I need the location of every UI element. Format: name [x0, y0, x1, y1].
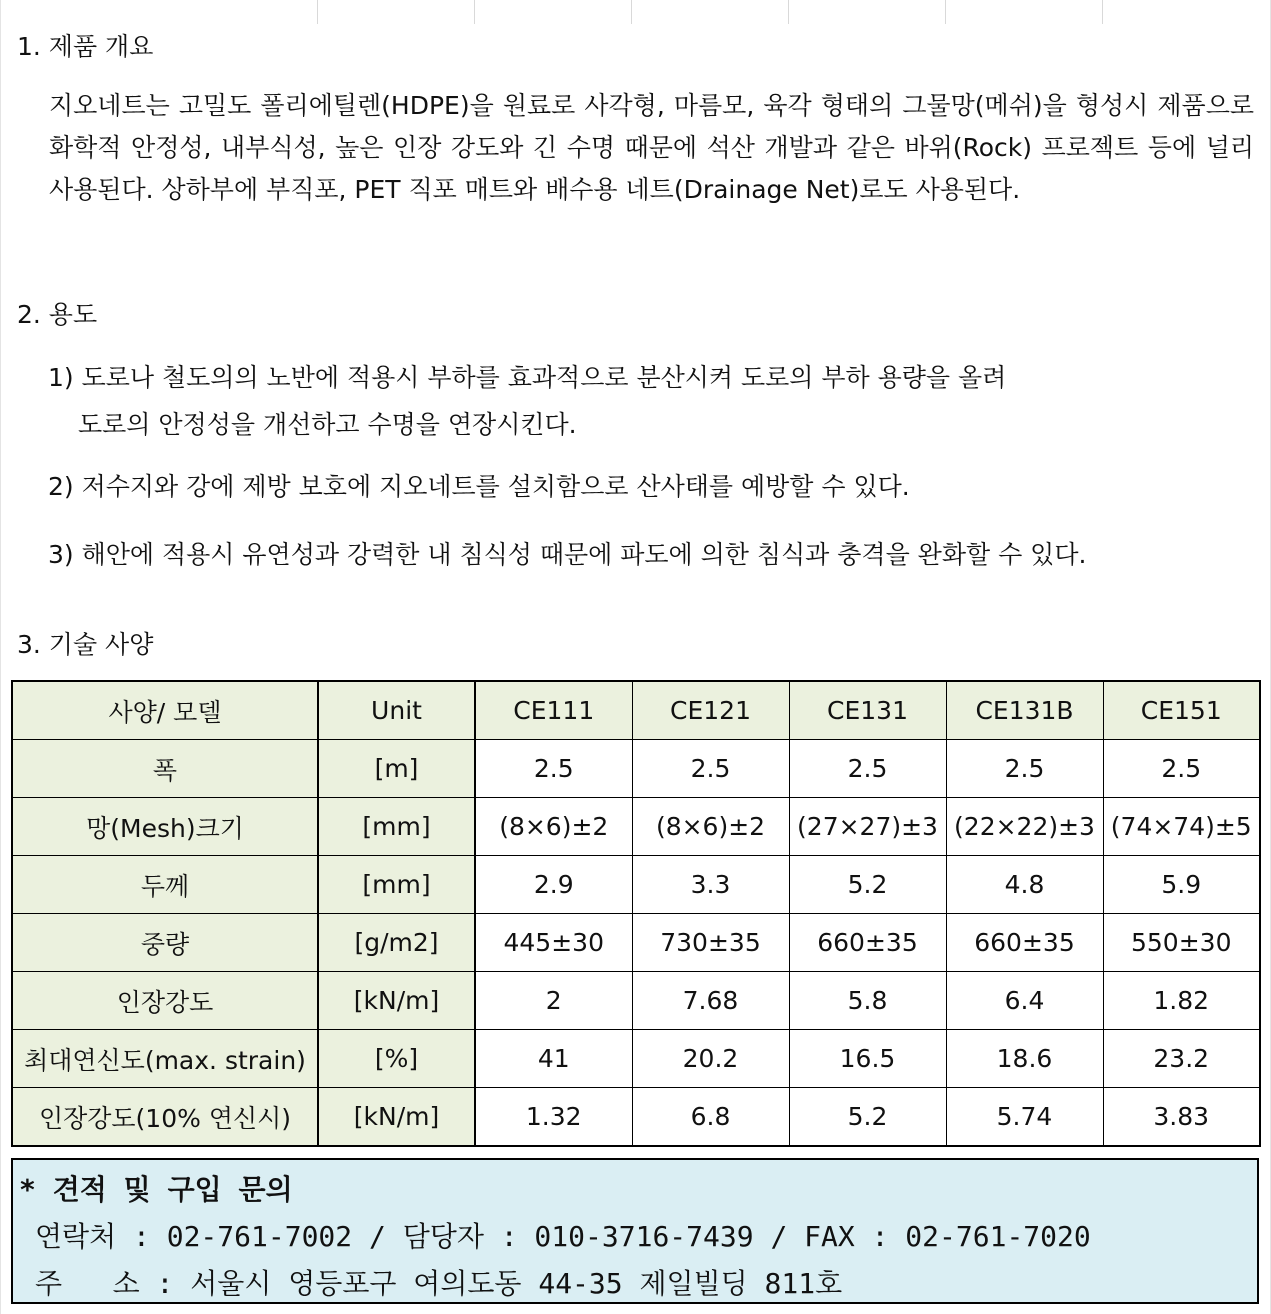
spec-value-cell: (74×74)±5 — [1103, 798, 1260, 856]
spec-unit-cell: [%] — [318, 1030, 475, 1088]
spec-value-cell: (27×27)±3 — [789, 798, 946, 856]
spec-column-header: CE131B — [946, 681, 1103, 740]
spec-value-cell: 3.3 — [632, 856, 789, 914]
spec-column-header: CE111 — [475, 681, 632, 740]
spec-value-cell: 23.2 — [1103, 1030, 1260, 1088]
spec-value-cell: 18.6 — [946, 1030, 1103, 1088]
contact-phone-line: 연락처 : 02-761-7002 / 담당자 : 010-3716-7439 / FAX : 02-761-7020 — [35, 1220, 1091, 1253]
usage-item-1-line2: 도로의 안정성을 개선하고 수명을 연장시킨다. — [78, 410, 577, 439]
spec-header-row — [12, 681, 1260, 740]
spec-value-cell: 445±30 — [475, 914, 632, 972]
spec-value-cell: 6.8 — [632, 1088, 789, 1147]
spec-heading: 3. 기술 사양 — [17, 630, 154, 659]
spec-unit-cell: [mm] — [318, 798, 475, 856]
spec-value-cell: 5.9 — [1103, 856, 1260, 914]
overview-heading: 1. 제품 개요 — [17, 32, 154, 61]
spec-value-cell: (8×6)±2 — [632, 798, 789, 856]
spec-unit-cell: [mm] — [318, 856, 475, 914]
spec-value-cell: 7.68 — [632, 972, 789, 1030]
spec-value-cell: 660±35 — [946, 914, 1103, 972]
spec-unit-cell: [kN/m] — [318, 1088, 475, 1147]
spec-row-label: 폭 — [12, 740, 318, 798]
spec-table-row — [12, 1030, 1260, 1088]
usage-item-2: 2) 저수지와 강에 제방 보호에 지오네트를 설치함으로 산사태를 예방할 수 있다. — [48, 472, 910, 501]
spec-value-cell: 2.5 — [1103, 740, 1260, 798]
spec-table-row — [12, 798, 1260, 856]
spec-value-cell: 1.32 — [475, 1088, 632, 1147]
spec-row-label: 두께 — [12, 856, 318, 914]
spec-value-cell: 2.9 — [475, 856, 632, 914]
spec-value-cell: 4.8 — [946, 856, 1103, 914]
overview-body: 지오네트는 고밀도 폴리에틸렌(HDPE)을 원료로 사각형, 마름모, 육각 형태의 그물망(메쉬)을 형성시 제품으로 화학적 안정성, 내부식성, 높은 인장 강도와 긴 수명 때문에 석산 개발과 같은 바위(Rock) 프로젝트 등에 널리 사용된다. 상하부에 부직포, PET 직포 매트와 배수용 네트(Drainage Net)로도 사용된다. — [49, 91, 1254, 204]
spec-value-cell: 1.82 — [1103, 972, 1260, 1030]
spec-value-cell: 2.5 — [632, 740, 789, 798]
spec-value-cell: 16.5 — [789, 1030, 946, 1088]
spec-unit-cell: [kN/m] — [318, 972, 475, 1030]
spec-value-cell: 2.5 — [475, 740, 632, 798]
spec-row-label: 최대연신도(max. strain) — [12, 1030, 318, 1088]
spec-value-cell: 730±35 — [632, 914, 789, 972]
spec-column-header: CE151 — [1103, 681, 1260, 740]
spec-value-cell: 550±30 — [1103, 914, 1260, 972]
spec-value-cell: 41 — [475, 1030, 632, 1088]
usage-item-1-line1: 1) 도로나 철도의의 노반에 적용시 부하를 효과적으로 분산시켜 도로의 부하 용량을 올려 — [48, 363, 1007, 392]
usage-item-3: 3) 해안에 적용시 유연성과 강력한 내 침식성 때문에 파도에 의한 침식과 충격을 완화할 수 있다. — [48, 540, 1087, 569]
spec-column-header: Unit — [318, 681, 475, 740]
spec-row-label: 중량 — [12, 914, 318, 972]
spec-value-cell: 5.8 — [789, 972, 946, 1030]
spec-table-row — [12, 972, 1260, 1030]
spec-value-cell: 6.4 — [946, 972, 1103, 1030]
contact-title: * 견적 및 구입 문의 — [19, 1173, 293, 1206]
spec-column-header: 사양/ 모델 — [12, 681, 318, 740]
spec-table-row — [12, 856, 1260, 914]
usage-heading: 2. 용도 — [17, 300, 98, 329]
spec-value-cell: (22×22)±3 — [946, 798, 1103, 856]
left-border-line — [0, 0, 1, 1314]
spec-value-cell: 20.2 — [632, 1030, 789, 1088]
spec-column-header: CE131 — [789, 681, 946, 740]
contact-address-line: 주 소 : 서울시 영등포구 여의도동 44-35 제일빌딩 811호 — [35, 1267, 843, 1300]
spec-table-row — [12, 1088, 1260, 1147]
spec-unit-cell: [g/m2] — [318, 914, 475, 972]
spec-value-cell: 660±35 — [789, 914, 946, 972]
spec-value-cell: 2.5 — [946, 740, 1103, 798]
spec-value-cell: 3.83 — [1103, 1088, 1260, 1147]
spec-value-cell: 5.74 — [946, 1088, 1103, 1147]
contact-box — [11, 1158, 1259, 1304]
spec-value-cell: (8×6)±2 — [475, 798, 632, 856]
spec-column-header: CE121 — [632, 681, 789, 740]
spec-row-label: 인장강도 — [12, 972, 318, 1030]
spec-value-cell: 5.2 — [789, 856, 946, 914]
top-gridlines — [0, 0, 1271, 24]
spec-unit-cell: [m] — [318, 740, 475, 798]
spec-value-cell: 2 — [475, 972, 632, 1030]
spec-row-label: 인장강도(10% 연신시) — [12, 1088, 318, 1147]
spec-table — [11, 680, 1261, 1147]
spec-table-row — [12, 914, 1260, 972]
spec-value-cell: 5.2 — [789, 1088, 946, 1147]
spec-row-label: 망(Mesh)크기 — [12, 798, 318, 856]
spec-value-cell: 2.5 — [789, 740, 946, 798]
spec-table-row — [12, 740, 1260, 798]
